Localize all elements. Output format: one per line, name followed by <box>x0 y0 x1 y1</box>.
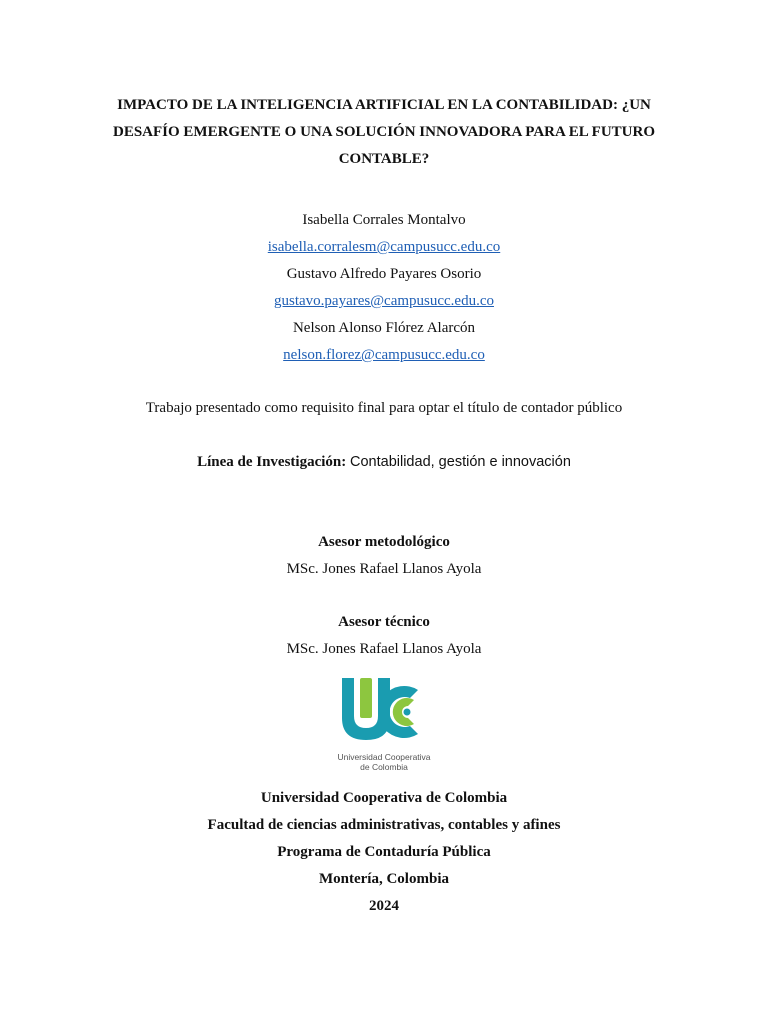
title-line-1: IMPACTO DE LA INTELIGENCIA ARTIFICIAL EN LA CONTABILIDAD: ¿UN <box>117 97 651 113</box>
advisor-name-1: MSc. Jones Rafael Llanos Ayola <box>286 561 482 577</box>
research-line-value: Contabilidad, gestión e innovación <box>350 454 571 470</box>
author-name-2: Gustavo Alfredo Payares Osorio <box>286 266 482 282</box>
logo-caption-line2: de Colombia <box>360 762 408 772</box>
purpose-statement: Trabajo presentado como requisito final para optar el título de contador público <box>145 400 623 416</box>
advisor-role-1: Asesor metodológico <box>318 534 450 550</box>
university-logo <box>330 676 438 774</box>
faculty-name: Facultad de ciencias administrativas, contables y afines <box>207 817 561 833</box>
logo-c-core <box>404 709 411 716</box>
program-name: Programa de Contaduría Pública <box>277 844 491 860</box>
author-name-3: Nelson Alonso Flórez Alarcón <box>292 320 476 336</box>
research-line-label: Línea de Investigación: <box>197 454 347 470</box>
author-name-1: Isabella Corrales Montalvo <box>302 212 466 228</box>
author-email-link-1[interactable]: isabella.corralesm@campusucc.edu.co <box>267 239 501 255</box>
advisor-name-2: MSc. Jones Rafael Llanos Ayola <box>286 641 482 657</box>
logo-green-bar <box>360 678 372 718</box>
location: Montería, Colombia <box>319 871 449 887</box>
year: 2024 <box>369 898 399 914</box>
institution-name: Universidad Cooperativa de Colombia <box>260 790 508 806</box>
logo-caption-line1: Universidad Cooperativa <box>337 752 431 762</box>
advisor-role-2: Asesor técnico <box>338 614 430 630</box>
logo-c-middle <box>393 698 414 726</box>
author-email-2[interactable] <box>0 291 768 311</box>
author-email-3[interactable] <box>0 345 768 365</box>
title-line-3: CONTABLE? <box>338 151 430 167</box>
author-email-link-2[interactable]: gustavo.payares@campusucc.edu.co <box>274 293 494 309</box>
author-email-link-3[interactable]: nelson.florez@campusucc.edu.co <box>283 347 485 363</box>
author-email-1[interactable] <box>0 237 768 257</box>
title-line-2: DESAFÍO EMERGENTE O UNA SOLUCIÓN INNOVADORA PARA EL FUTURO <box>112 124 656 140</box>
research-line <box>0 452 768 472</box>
